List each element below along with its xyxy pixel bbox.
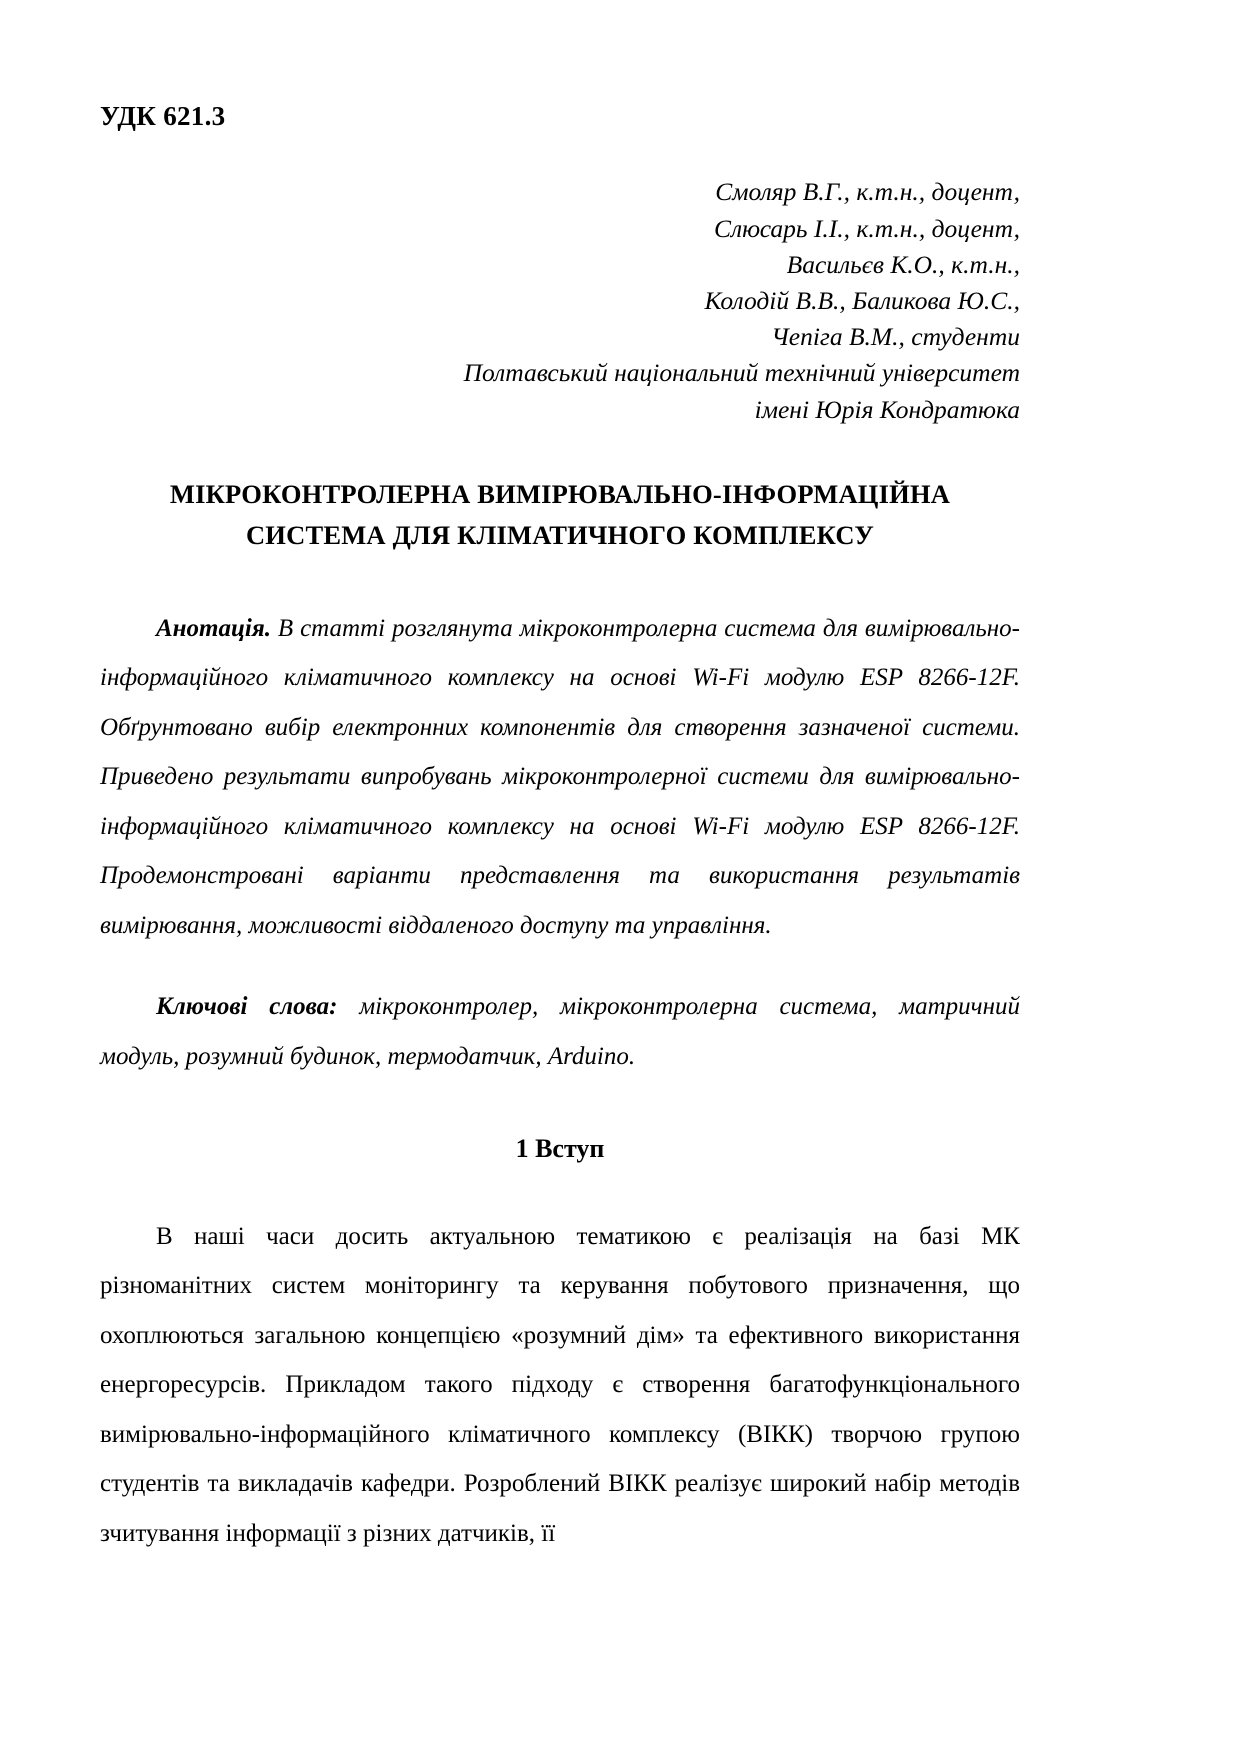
keywords-paragraph bbox=[100, 982, 1020, 1081]
section-heading-intro: 1 Вступ bbox=[515, 1134, 605, 1164]
abstract-label: Анотація. bbox=[156, 614, 271, 642]
author-line: Смоляр В.Г., к.т.н., доцент, bbox=[715, 177, 1020, 207]
title-line: МІКРОКОНТРОЛЕРНА ВИМІРЮВАЛЬНО-ІНФОРМАЦІЙНА bbox=[169, 478, 951, 509]
page-content bbox=[100, 100, 1020, 1558]
page-title bbox=[100, 474, 1020, 556]
abstract-text: В статті розглянута мікроконтролерна система для вимірювально-інформаційного кліматичного комплексу на основі Wi-Fi модулю ESP 8266-12F. Обґрунтовано вибір електронних компонентів для створення зазначеної системи. Приведено результати випробувань мікроконтролерної системи для вимірювально-інформаційного кліматичного комплексу на основі Wi-Fi модулю ESP 8266-12F. Продемонстровані варіанти представлення та використання результатів вимірювання, можливості віддаленого доступу та управління. bbox=[100, 614, 1020, 939]
keywords-label: Ключові слова: bbox=[156, 993, 338, 1021]
author-list bbox=[100, 174, 1020, 355]
affiliation-line: імені Юрія Кондратюка bbox=[754, 394, 1020, 424]
affiliation-line: Полтавський національний технічний університет bbox=[463, 358, 1020, 388]
author-line: Васильєв К.О., к.т.н., bbox=[786, 249, 1020, 279]
author-line: Слюсарь І.І., к.т.н., доцент, bbox=[714, 213, 1020, 243]
abstract-paragraph bbox=[100, 604, 1020, 951]
author-line: Чепіга В.М., студенти bbox=[771, 322, 1020, 352]
udc-code: УДК 621.3 bbox=[100, 101, 226, 131]
title-line: СИСТЕМА ДЛЯ КЛІМАТИЧНОГО КОМПЛЕКСУ bbox=[245, 519, 875, 550]
keywords-text: мікроконтролер, мікроконтролерна система, матричний модуль, розумний будинок, термодатчик, Arduino. bbox=[100, 993, 1020, 1070]
author-line: Колодій В.В., Баликова Ю.С., bbox=[704, 286, 1020, 315]
affiliation-block bbox=[100, 355, 1020, 427]
body-paragraph: В наші часи досить актуальною тематикою є реалізація на базі МК різноманітних систем моніторингу та керування побутового призначення, що охоплюються загальною концепцією «розумний дім» та ефективного використання енергоресурсів. Прикладом такого підходу є створення багатофункціонального вимірювально-інформаційного кліматичного комплексу (ВІКК) творчою групою студентів та викладачів кафедри. Розроблений ВІКК реалізує широкий набір методів зчитування інформації з різних датчиків, її bbox=[100, 1222, 1020, 1547]
